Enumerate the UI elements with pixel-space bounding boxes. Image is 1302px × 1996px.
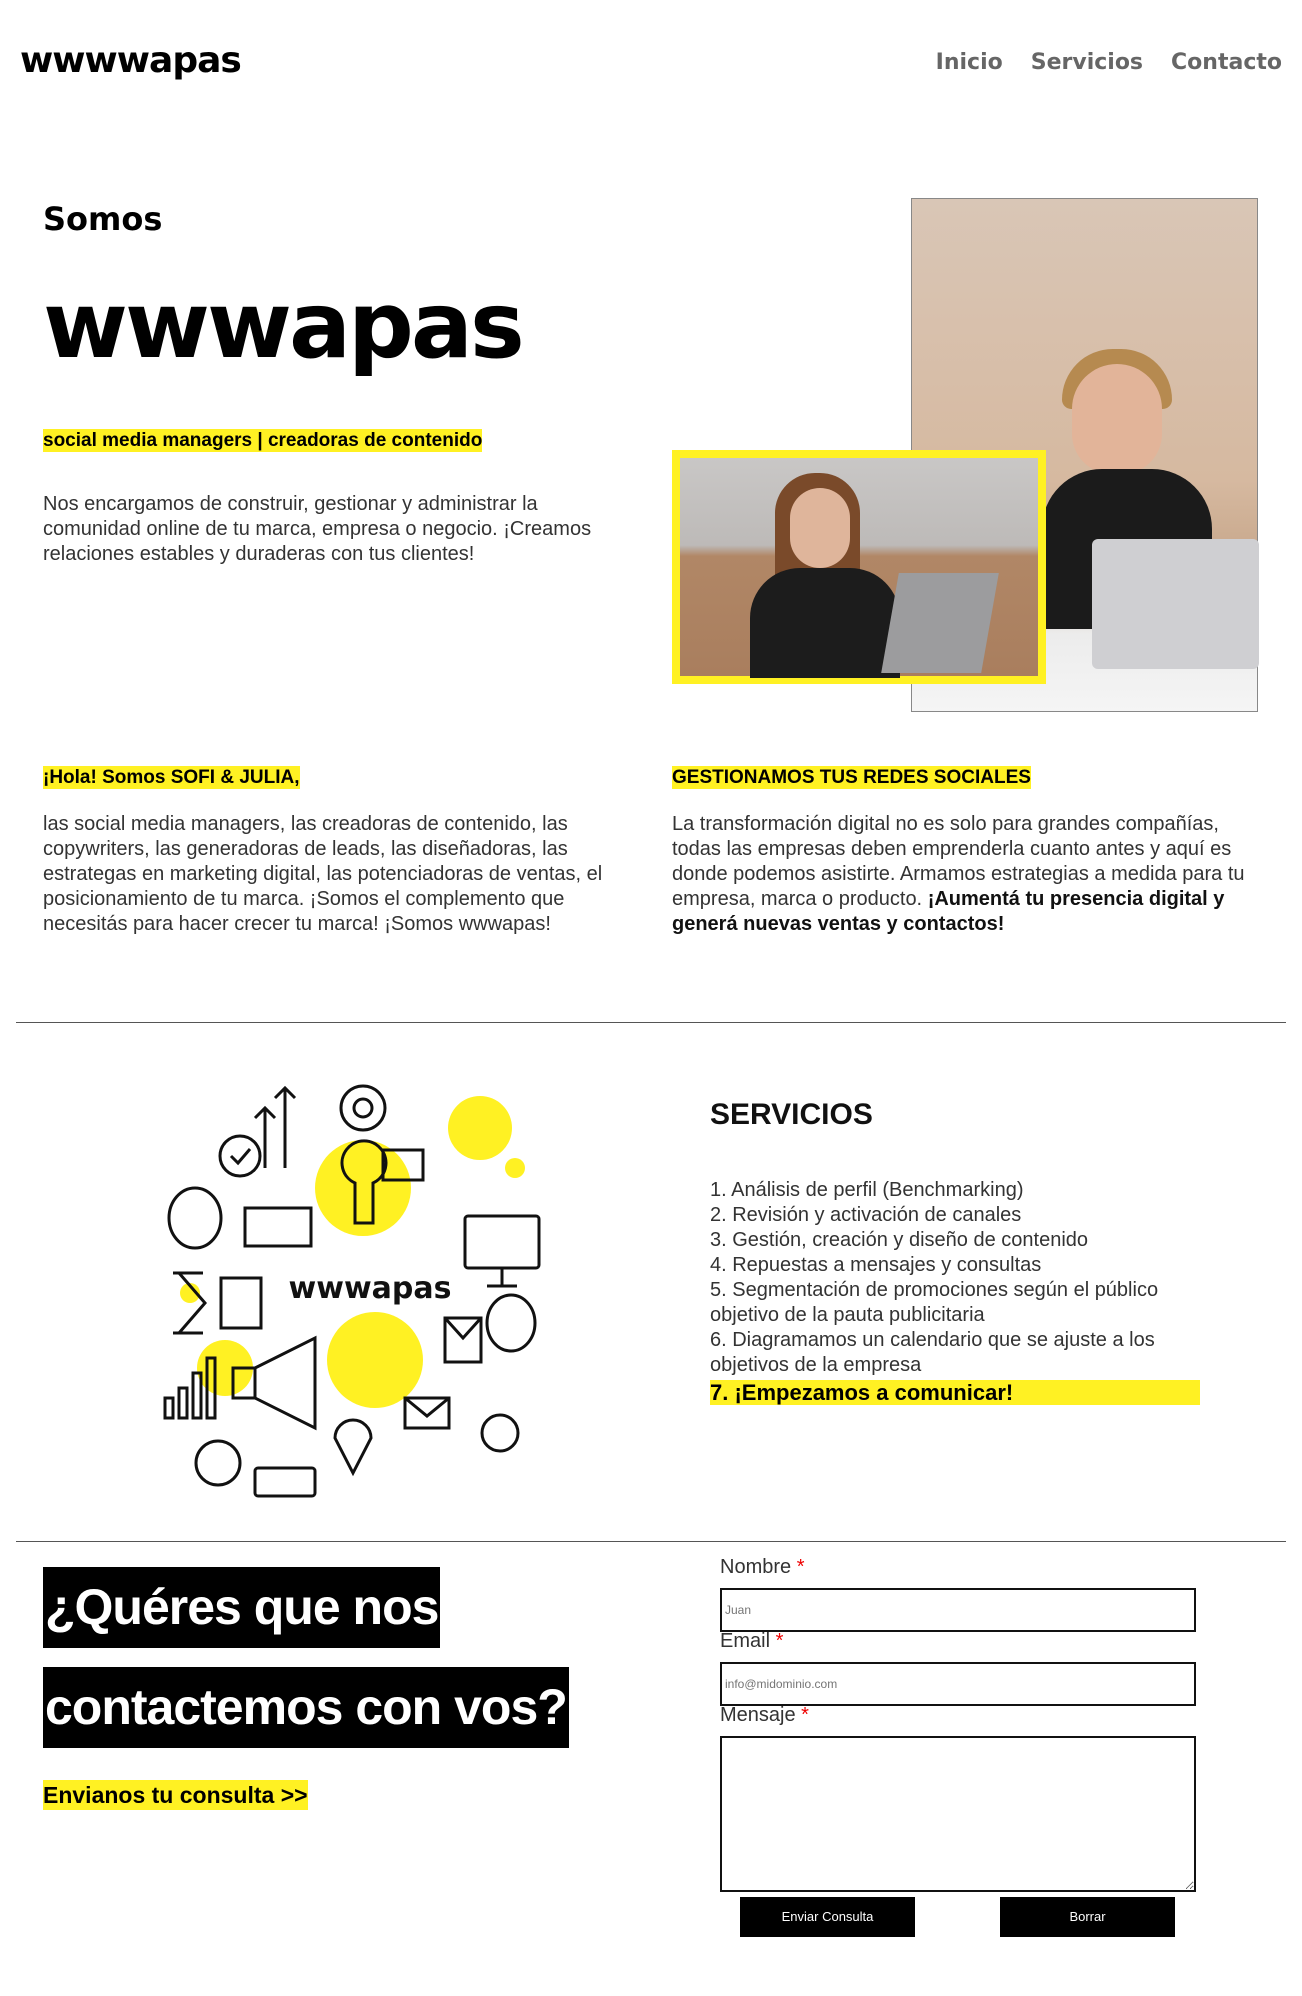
credit-card-icon <box>255 1468 315 1496</box>
nav-inicio[interactable]: Inicio <box>935 50 1003 75</box>
nav-contacto[interactable]: Contacto <box>1171 50 1282 75</box>
service-item-highlight: 7. ¡Empezamos a comunicar! <box>710 1380 1200 1405</box>
about-right-text-regular: La transformación digital no es solo para grandes compañías, todas las empresas deben emprenderla cuanto antes y aquí es donde podemos asistirte. Armamos estrategias a medida para tu empresa, marca o producto. <box>672 813 1245 910</box>
speech-bubble-icon <box>487 1295 535 1351</box>
about-right-text <box>672 812 1262 937</box>
message-textarea[interactable] <box>720 1736 1196 1892</box>
hourglass-icon <box>173 1273 205 1333</box>
about-left-heading: ¡Hola! Somos SOFI & JULIA, <box>43 767 300 788</box>
about-right-text-bold: ¡Aumentá tu presencia digital y generá nuevas ventas y contactos! <box>672 888 1225 935</box>
message-label: Mensaje * <box>720 1704 809 1726</box>
service-item: 5. Segmentación de promociones según el público objetivo de la pauta publicitaria <box>710 1279 1159 1326</box>
check-icon <box>220 1136 260 1176</box>
about-right-heading: GESTIONAMOS TUS REDES SOCIALES <box>672 767 1031 788</box>
site-logo[interactable]: wwwwapas <box>20 40 241 81</box>
send-inquiry-link[interactable]: Envianos tu consulta >> <box>43 1782 308 1808</box>
service-item: 3. Gestión, creación y diseño de contenido <box>710 1229 1089 1251</box>
nav-servicios[interactable]: Servicios <box>1030 50 1144 75</box>
monitor-icon <box>465 1216 539 1268</box>
chat-bubble-icon <box>169 1188 221 1248</box>
contact-headline-2: contactemos con vos? <box>43 1667 569 1748</box>
marketing-icons-illustration <box>155 1068 585 1498</box>
hero-tagline: social media managers | creadoras de contenido <box>43 430 483 451</box>
services-title: SERVICIOS <box>710 1098 873 1131</box>
section-divider <box>16 1541 1286 1542</box>
service-item: 4. Repuestas a mensajes y consultas <box>710 1254 1042 1276</box>
hero-description: Nos encargamos de construir, gestionar y administrar la comunidad online de tu marca, empresa o negocio. ¡Creamos relaciones estables y duraderas con tus clientes! <box>43 493 592 565</box>
email-input[interactable] <box>720 1662 1196 1706</box>
illustration-logo: wwwapas <box>288 1271 452 1306</box>
service-item: 2. Revisión y activación de canales <box>710 1204 1022 1226</box>
yellow-dot <box>448 1096 512 1160</box>
id-card-icon <box>245 1208 311 1246</box>
reset-button[interactable]: Borrar <box>1000 1897 1175 1937</box>
email-label: Email * <box>720 1630 784 1652</box>
yellow-dot <box>327 1312 423 1408</box>
photo-woman-laptop <box>672 450 1046 684</box>
submit-button[interactable]: Enviar Consulta <box>740 1897 915 1937</box>
location-pin-icon <box>335 1420 371 1473</box>
service-item: 6. Diagramamos un calendario que se ajuste a los objetivos de la empresa <box>710 1329 1155 1376</box>
megaphone-icon <box>255 1338 315 1428</box>
main-nav <box>936 50 1282 75</box>
name-input[interactable] <box>720 1588 1196 1632</box>
document-icon <box>221 1278 261 1328</box>
gear-icon <box>341 1086 385 1130</box>
bar-chart-icon <box>165 1398 173 1418</box>
contact-headline-1: ¿Quéres que nos <box>43 1567 440 1648</box>
pie-chart-icon <box>196 1441 240 1485</box>
hero-pretitle: Somos <box>43 200 163 238</box>
section-divider <box>16 1022 1286 1023</box>
services-list <box>710 1178 1200 1405</box>
about-left-text: las social media managers, las creadoras de contenido, las copywriters, las generadoras de leads, las diseñadoras, las estrategas en marketing digital, las potenciadoras de ventas, el posicionamiento de tu marca. ¡Somos el complemento que necesitás para hacer crecer tu marca! ¡Somos wwwapas! <box>43 813 603 935</box>
service-item: 1. Análisis de perfil (Benchmarking) <box>710 1179 1024 1201</box>
name-label: Nombre * <box>720 1556 805 1578</box>
hero-title: wwwapas <box>43 272 522 379</box>
percent-icon <box>482 1415 518 1451</box>
